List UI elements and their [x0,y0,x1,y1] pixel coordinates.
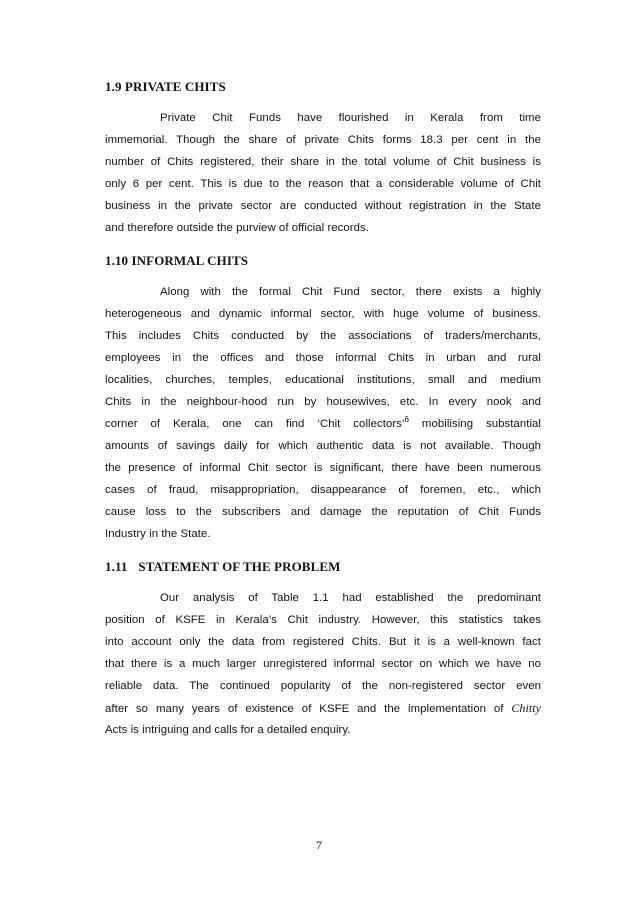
page-number: 7 [316,838,322,852]
text-line-with-italic [105,697,541,719]
text-line: business in the private sector are conducted without registration in the State [105,200,541,212]
section-number: 1.9 [105,79,122,94]
text-line: Our analysis of Table 1.1 had established the predominant [160,592,541,604]
text-line: This includes Chits conducted by the associations of traders/merchants, [105,330,541,342]
text-line: Chits in the neighbour-hood run by housewives, etc. In every nook and [105,396,541,408]
text-line: position of KSFE in Kerala’s Chit industry. However, this statistics takes [105,614,541,626]
text-line: immemorial. Though the share of private Chits forms 18.3 per cent in the [105,134,541,146]
text-line: employees in the offices and those informal Chits in urban and rural [105,352,541,364]
document-page [105,66,541,741]
text-line: Acts is intriguing and calls for a detailed enquiry. [105,724,351,736]
text-line: reliable data. The continued popularity of the non-registered sector even [105,680,541,692]
section-number: 1.11 [105,559,128,574]
text-line: Industry in the State. [105,528,211,540]
paragraph-informal-chits [105,281,541,545]
text-line: localities, churches, temples, educational institutions, small and medium [105,374,541,386]
section-title: INFORMAL CHITS [131,253,249,268]
section-title: PRIVATE CHITS [124,79,226,94]
text-line: the presence of informal Chit sector is significant, there have been numerous [105,462,541,474]
italic-term: Chitty [511,701,541,715]
text-line: Along with the formal Chit Fund sector, there exists a highly [160,286,541,298]
text-line: that there is a much larger unregistered informal sector on which we have no [105,658,541,670]
text-line: amounts of savings daily for which authentic data is not available. Though [105,440,541,452]
footnote-marker: 6 [404,415,410,424]
section-number: 1.10 [105,253,129,268]
text-line: and therefore outside the purview of official records. [105,222,369,234]
section-title: STATEMENT OF THE PROBLEM [138,559,341,574]
text-fragment: corner of Kerala, one can find ‘Chit collectors’ [105,418,405,430]
text-line-with-footnote [105,413,541,435]
paragraph-statement-of-problem [105,587,541,741]
text-line: into account only the data from registered Chits. But it is a well-known fact [105,636,541,648]
section-heading-statement-of-problem [105,559,541,575]
text-line: Private Chit Funds have flourished in Kerala from time [160,112,541,124]
text-fragment: mobilising substantial [409,418,541,430]
text-line: heterogeneous and dynamic informal sector, with huge volume of business. [105,308,541,320]
section-heading-informal-chits [105,253,541,269]
text-line: number of Chits registered, their share in the total volume of Chit business is [105,156,541,168]
text-line: cause loss to the subscribers and damage the reputation of Chit Funds [105,506,541,518]
text-line: cases of fraud, misappropriation, disappearance of foremen, etc., which [105,484,541,496]
section-heading-private-chits [105,79,541,95]
text-line: only 6 per cent. This is due to the reason that a considerable volume of Chit [105,178,541,190]
paragraph-private-chits [105,107,541,239]
text-fragment: after so many years of existence of KSFE and the implementation of [105,703,512,715]
